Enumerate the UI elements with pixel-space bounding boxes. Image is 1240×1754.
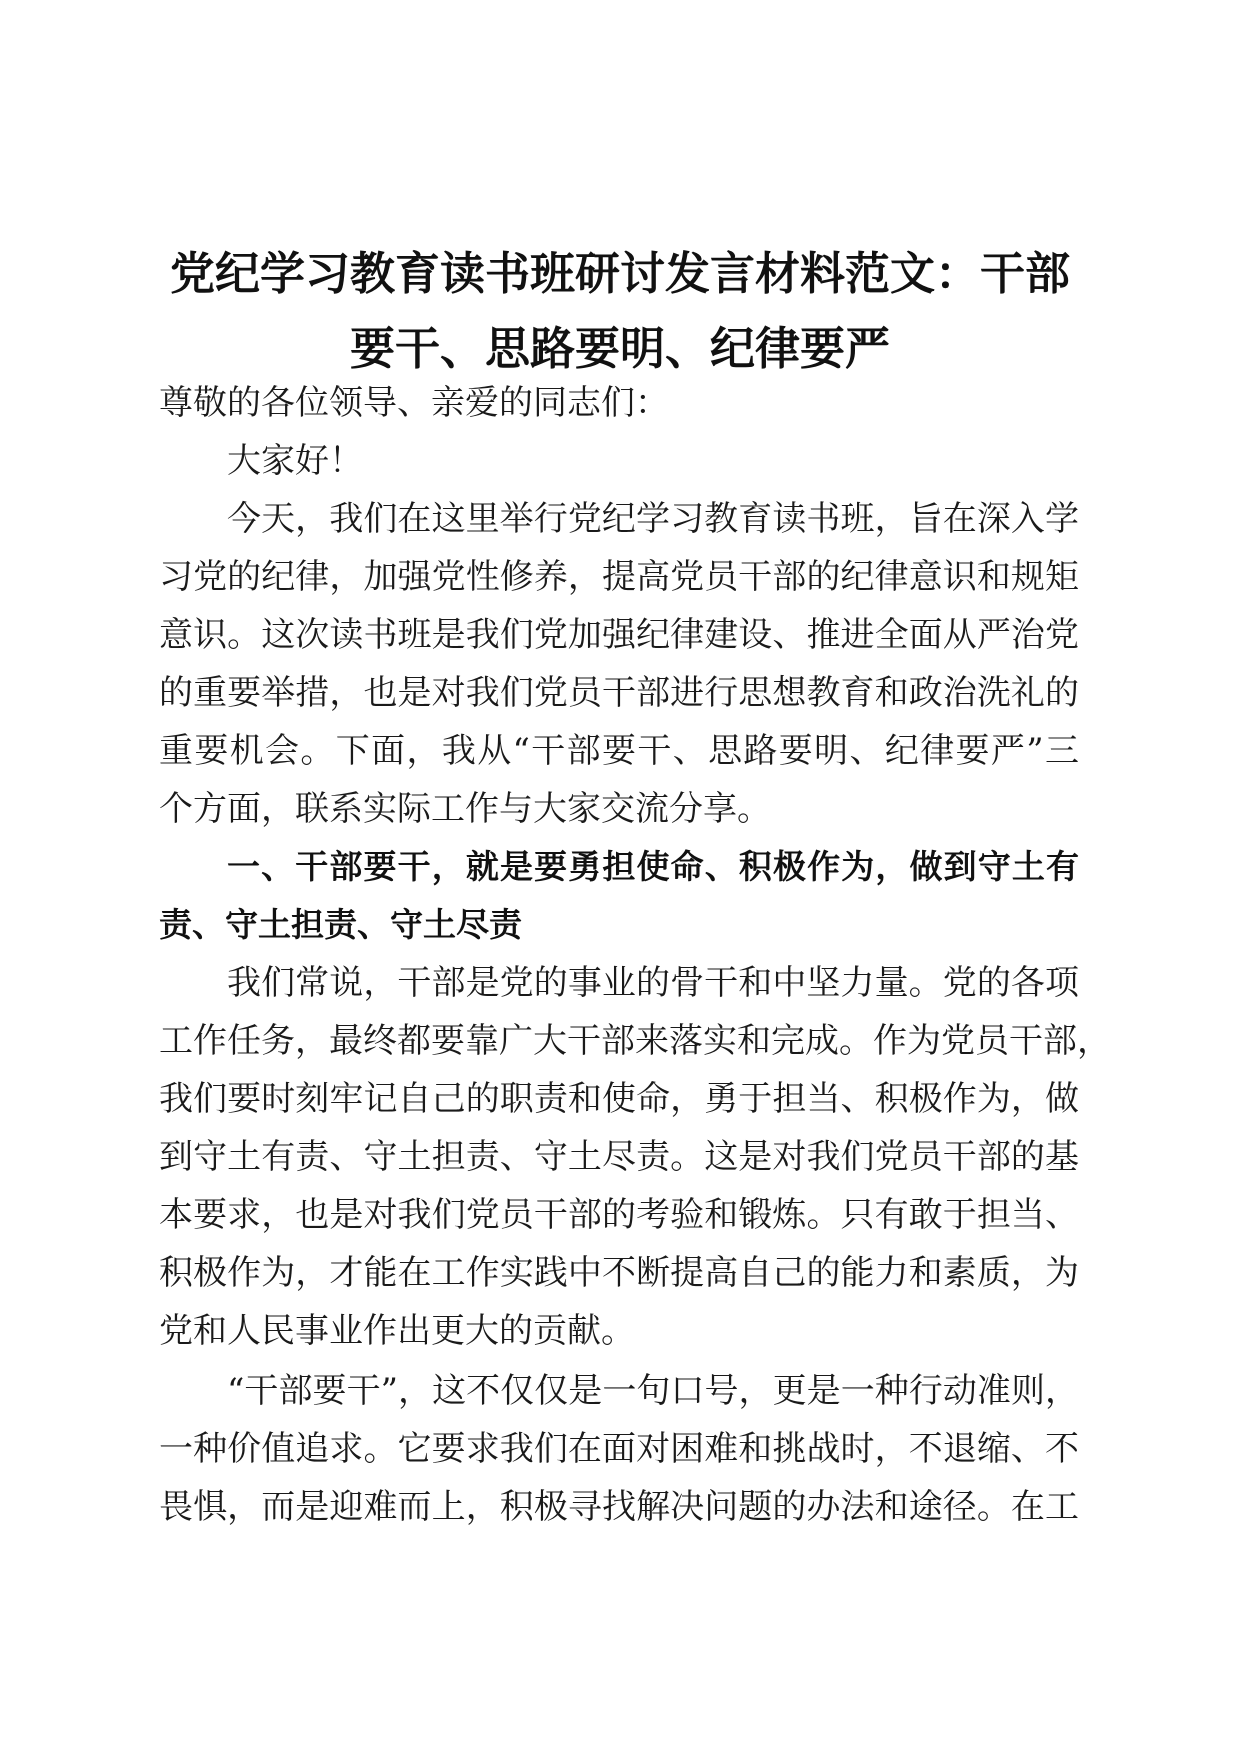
document-title-line-1: 党纪学习教育读书班研讨发言材料范文：干部 xyxy=(169,247,1070,300)
section-heading-line: 责、守土担责、守土尽责 xyxy=(159,905,522,944)
paragraph-line: 一种价值追求。它要求我们在面对困难和挑战时，不退缩、不 xyxy=(159,1429,1079,1469)
section-heading-line: 一、干部要干，就是要勇担使命、积极作为，做到守土有 xyxy=(227,847,1079,886)
paragraph-line: 习党的纪律，加强党性修养，提高党员干部的纪律意识和规矩 xyxy=(159,557,1079,597)
paragraph-line: 今天，我们在这里举行党纪学习教育读书班，旨在深入学 xyxy=(227,499,1079,539)
paragraph-line: 个方面，联系实际工作与大家交流分享。 xyxy=(159,789,771,829)
paragraph-line: 积极作为，才能在工作实践中不断提高自己的能力和素质，为 xyxy=(159,1253,1079,1293)
paragraph-line: “干部要干”，这不仅仅是一句口号，更是一种行动准则， xyxy=(227,1371,1079,1411)
greeting: 大家好！ xyxy=(227,441,363,481)
document-title-line-2: 要干、思路要明、纪律要严 xyxy=(349,322,890,375)
paragraph-line: 我们要时刻牢记自己的职责和使命，勇于担当、积极作为，做 xyxy=(159,1079,1079,1119)
paragraph-line: 本要求，也是对我们党员干部的考验和锻炼。只有敢于担当、 xyxy=(159,1195,1079,1235)
paragraph-line: 意识。这次读书班是我们党加强纪律建设、推进全面从严治党 xyxy=(159,615,1079,655)
paragraph-line: 工作任务，最终都要靠广大干部来落实和完成。作为党员干部， xyxy=(159,1021,1111,1061)
paragraph-line: 党和人民事业作出更大的贡献。 xyxy=(159,1311,635,1351)
paragraph-line: 我们常说，干部是党的事业的骨干和中坚力量。党的各项 xyxy=(227,963,1079,1003)
paragraph-line: 的重要举措，也是对我们党员干部进行思想教育和政治洗礼的 xyxy=(159,673,1079,713)
paragraph-line: 重要机会。下面，我从“干部要干、思路要明、纪律要严”三 xyxy=(159,731,1079,771)
paragraph-line: 畏惧，而是迎难而上，积极寻找解决问题的办法和途径。在工 xyxy=(159,1487,1079,1527)
paragraph-line: 到守土有责、守土担责、守土尽责。这是对我们党员干部的基 xyxy=(159,1137,1079,1177)
salutation: 尊敬的各位领导、亲爱的同志们： xyxy=(159,383,669,423)
